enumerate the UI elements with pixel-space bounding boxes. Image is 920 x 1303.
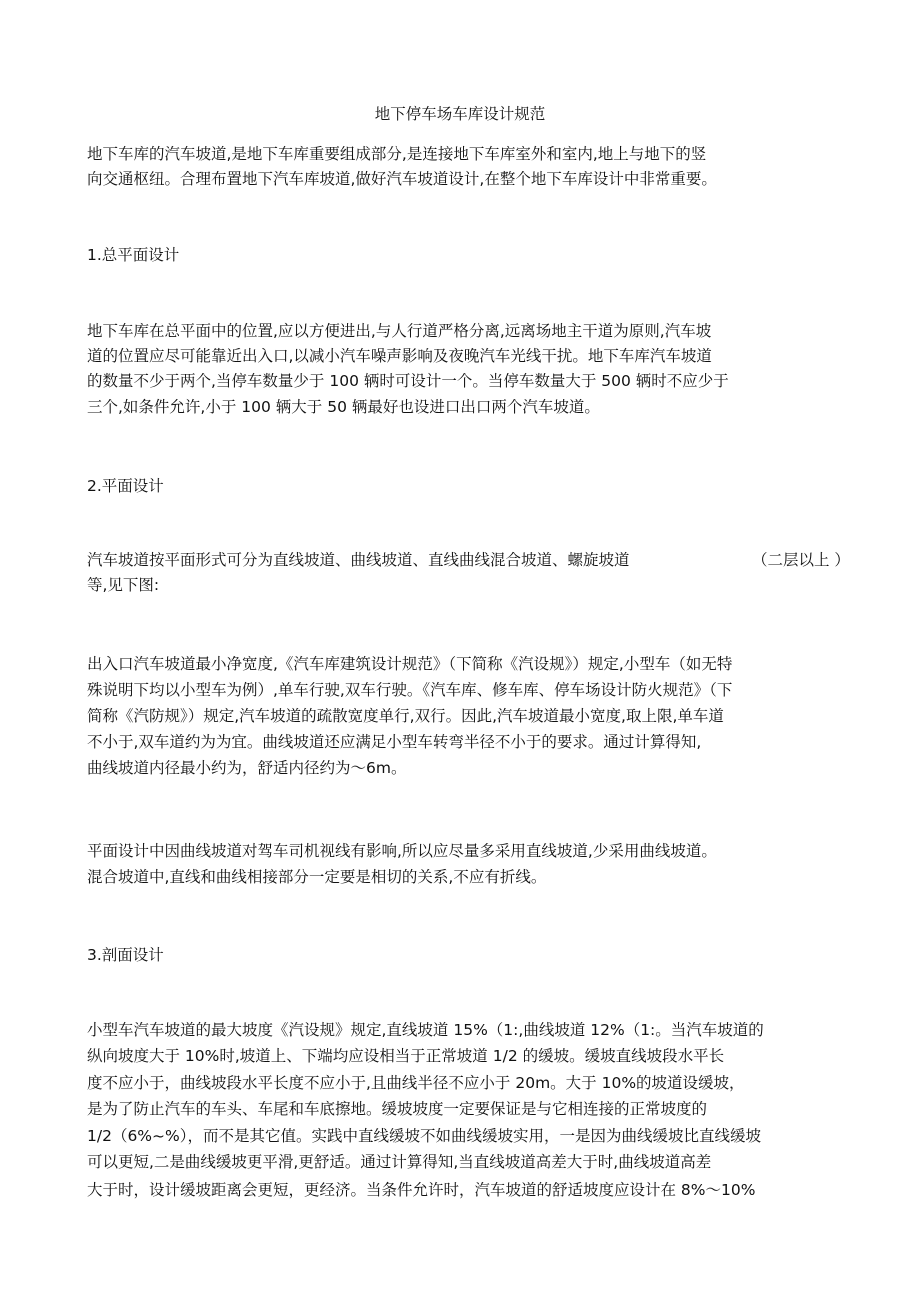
- section-heading-1: 1.总平面设计: [87, 246, 180, 264]
- section1-line: 的数量不少于两个,当停车数量少于 100 辆时可设计一个。当停车数量大于 500 辆时不应少于: [87, 372, 729, 390]
- section2-p1-line: 等,见下图:: [87, 576, 160, 594]
- intro-line: 地下车库的汽车坡道,是地下车库重要组成部分,是连接地下车库室外和室内,地上与地下的竖: [87, 145, 707, 163]
- section2-p2-line: 不小于,双车道约为为宜。曲线坡道还应满足小型车转弯半径不小于的要求。通过计算得知,: [87, 733, 702, 751]
- section1-line: 三个,如条件允许,小于 100 辆大于 50 辆最好也设进口出口两个汽车坡道。: [87, 398, 600, 416]
- section3-line: 小型车汽车坡道的最大坡度《汽设规》规定,直线坡道 15%（1:,曲线坡道 12%（1:。当汽车坡道的: [87, 1021, 764, 1039]
- section2-p3-line: 平面设计中因曲线坡道对驾车司机视线有影响,所以应尽量多采用直线坡道,少采用曲线坡道。: [87, 842, 717, 860]
- section2-p2-line: 出入口汽车坡道最小净宽度,《汽车库建筑设计规范》（下简称《汽设规》）规定,小型车（如无特: [87, 655, 733, 673]
- section3-line: 是为了防止汽车的车头、车尾和车底擦地。缓坡坡度一定要保证是与它相连接的正常坡度的: [87, 1100, 708, 1118]
- section2-p1-aside: （二层以上 ）: [752, 551, 850, 569]
- section2-p2-line: 简称《汽防规》）规定,汽车坡道的疏散宽度单行,双行。因此,汽车坡道最小宽度,取上限,单车道: [87, 707, 724, 725]
- section-heading-3: 3.剖面设计: [87, 946, 164, 964]
- section2-p3-line: 混合坡道中,直线和曲线相接部分一定要是相切的关系,不应有折线。: [87, 868, 547, 886]
- intro-line: 向交通枢纽。合理布置地下汽车库坡道,做好汽车坡道设计,在整个地下车库设计中非常重要。: [87, 170, 717, 188]
- document-title: 地下停车场车库设计规范: [374, 105, 546, 123]
- section2-p2-line: 殊说明下均以小型车为例）,单车行驶,双车行驶。《汽车库、修车库、停车场设计防火规范》（下: [87, 681, 733, 699]
- section3-line: 度不应小于，曲线坡段水平长度不应小于,且曲线半径不应小于 20m。大于 10%的坡道设缓坡，: [87, 1074, 745, 1092]
- section1-line: 地下车库在总平面中的位置,应以方便进出,与人行道严格分离,远离场地主干道为原则,汽车坡: [87, 322, 712, 340]
- section1-line: 道的位置应尽可能靠近出入口,以减小汽车噪声影响及夜晚汽车光线干扰。地下车库汽车坡道: [87, 347, 712, 365]
- section2-p1-line: 汽车坡道按平面形式可分为直线坡道、曲线坡道、直线曲线混合坡道、螺旋坡道: [87, 551, 630, 569]
- section3-line: 可以更短,二是曲线缓坡更平滑,更舒适。通过计算得知,当直线坡道高差大于时,曲线坡道高差: [87, 1153, 712, 1171]
- section3-line: 1/2（6%~%），而不是其它值。实践中直线缓坡不如曲线缓坡实用，一是因为曲线缓坡比直线缓坡: [87, 1127, 762, 1145]
- section3-line: 大于时，设计缓坡距离会更短，更经济。当条件允许时，汽车坡道的舒适坡度应设计在 8%～10%: [87, 1181, 756, 1199]
- section-heading-2: 2.平面设计: [87, 477, 164, 495]
- section3-line: 纵向坡度大于 10%时,坡道上、下端均应设相当于正常坡道 1/2 的缓坡。缓坡直线坡段水平长: [87, 1047, 725, 1065]
- section2-p2-line: 曲线坡道内径最小约为，舒适内径约为～6m。: [87, 759, 407, 777]
